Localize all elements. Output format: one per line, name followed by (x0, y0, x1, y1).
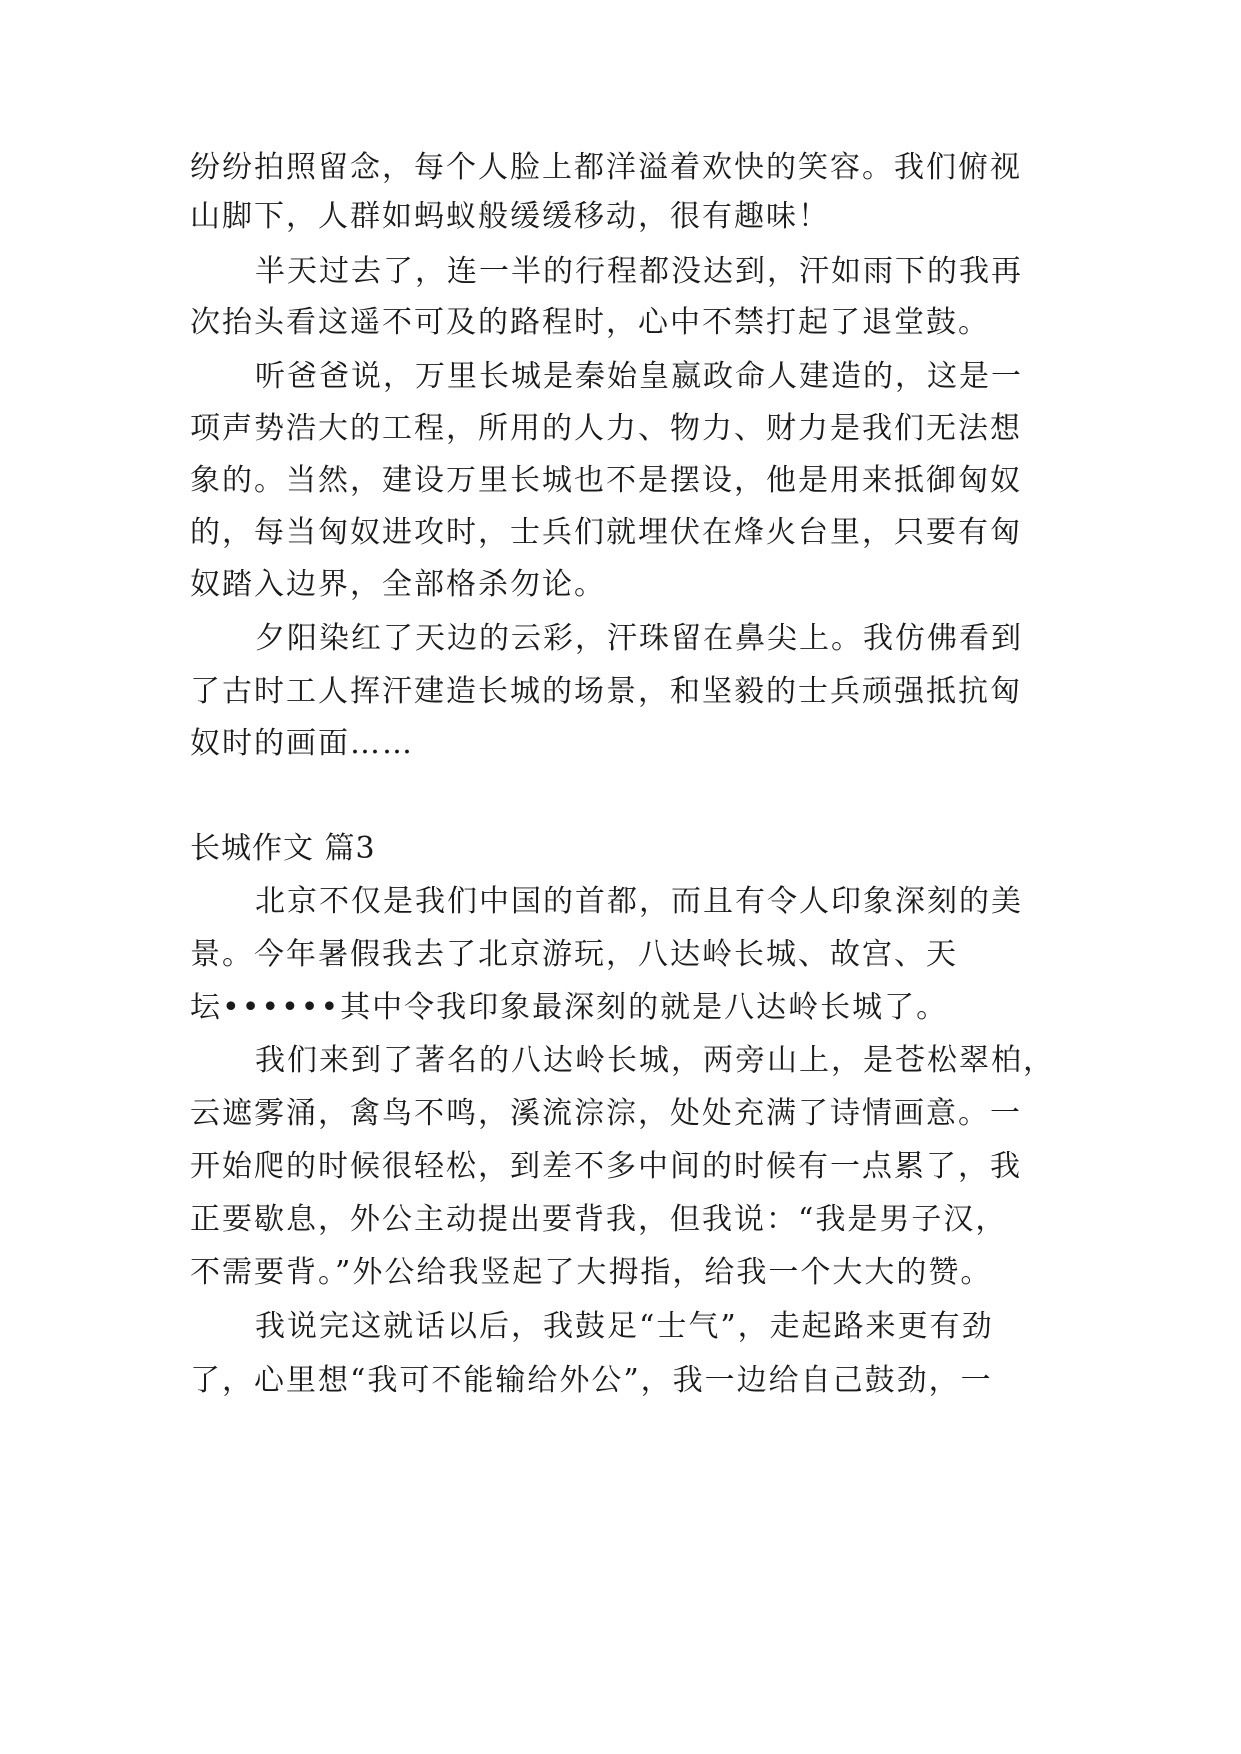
paragraph-line: 山脚下，人群如蚂蚁般缓缓移动，很有趣味！ (190, 199, 830, 234)
paragraph-line: 正要歇息，外公主动提出要背我，但我说：“我是男子汉， (190, 1202, 1008, 1237)
paragraph-line: 次抬头看这遥不可及的路程时，心中不禁打起了退堂鼓。 (190, 305, 990, 340)
paragraph-line: 夕阳染红了天边的云彩，汗珠留在鼻尖上。我仿佛看到 (255, 621, 1023, 656)
paragraph-line: 了古时工人挥汗建造长城的场景，和坚毅的士兵顽强抵抗匈 (190, 674, 1022, 709)
paragraph-line: 景。今年暑假我去了北京游玩，八达岭长城、故宫、天 (190, 937, 958, 972)
paragraph-line: 奴踏入边界，全部格杀勿论。 (190, 567, 606, 602)
paragraph-line: 北京不仅是我们中国的首都，而且有令人印象深刻的美 (255, 884, 1023, 919)
section-heading: 长城作文 篇3 (190, 831, 376, 866)
paragraph-line: 我们来到了著名的八达岭长城，两旁山上，是苍松翠柏， (255, 1043, 1055, 1078)
paragraph-line: 半天过去了，连一半的行程都没达到，汗如雨下的我再 (255, 254, 1023, 289)
paragraph-line: 听爸爸说，万里长城是秦始皇嬴政命人建造的，这是一 (255, 359, 1023, 394)
paragraph-line: 纷纷拍照留念，每个人脸上都洋溢着欢快的笑容。我们俯视 (190, 150, 1022, 185)
paragraph-line: 坛••••••其中令我印象最深刻的就是八达岭长城了。 (190, 990, 949, 1025)
paragraph-line: 不需要背。”外公给我竖起了大拇指，给我一个大大的赞。 (190, 1255, 993, 1290)
paragraph-line: 的，每当匈奴进攻时，士兵们就埋伏在烽火台里，只要有匈 (190, 515, 1022, 550)
paragraph-line: 项声势浩大的工程，所用的人力、物力、财力是我们无法想 (190, 411, 1022, 446)
paragraph-line: 我说完这就话以后，我鼓足“士气”，走起路来更有劲 (255, 1309, 994, 1344)
paragraph-line: 开始爬的时候很轻松，到差不多中间的时候有一点累了，我 (190, 1149, 1022, 1184)
paragraph-line: 奴时的画面…… (190, 726, 414, 761)
paragraph-line: 了，心里想“我可不能输给外公”，我一边给自己鼓劲，一 (190, 1363, 993, 1398)
paragraph-line: 云遮雾涌，禽鸟不鸣，溪流淙淙，处处充满了诗情画意。一 (190, 1096, 1022, 1131)
paragraph-line: 象的。当然，建设万里长城也不是摆设，他是用来抵御匈奴 (190, 463, 1022, 498)
